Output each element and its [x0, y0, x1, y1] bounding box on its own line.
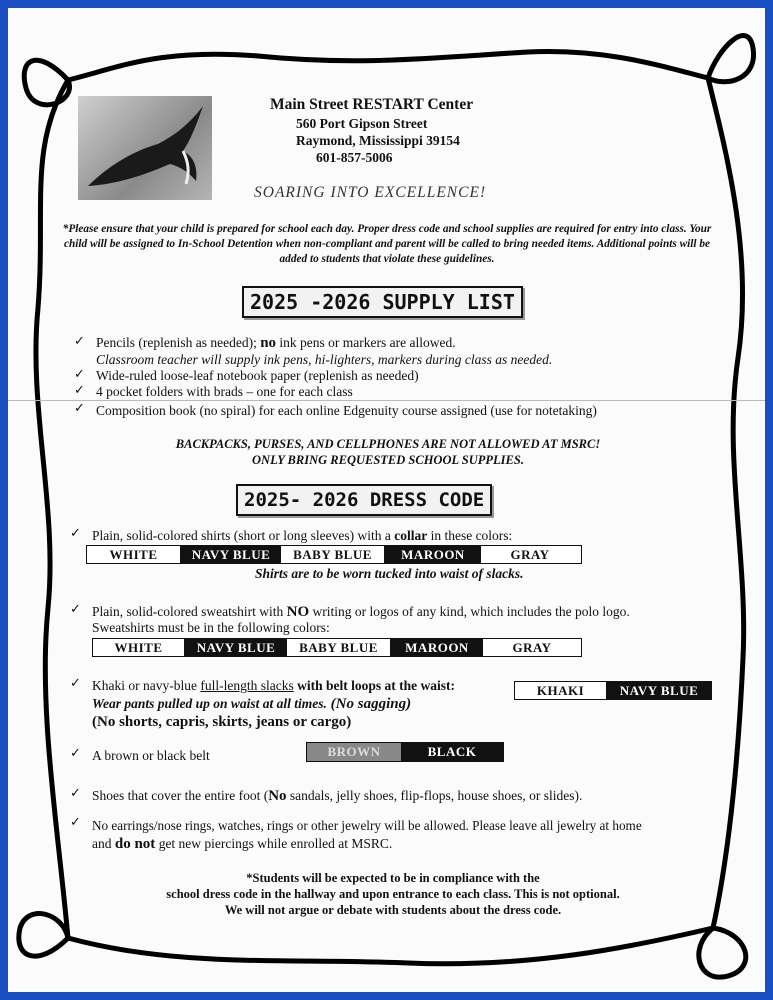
dress-sweat-text-a: Plain, solid-colored sweatshirt with	[92, 604, 287, 619]
dress-shoes-no: No	[268, 788, 287, 804]
dress-shirts-collar: collar	[394, 528, 428, 543]
center-name: Main Street RESTART Center	[270, 96, 474, 113]
phone-number: 601-857-5006	[316, 150, 393, 165]
supply-pencils-text-b: ink pens or markers are allowed.	[276, 335, 456, 350]
dress-shirts-text-b: in these colors:	[427, 528, 513, 543]
supply-folders: 4 pocket folders with brads – one for each class	[96, 384, 353, 399]
eagle-photo	[78, 96, 212, 200]
no-shorts-note: (No shorts, capris, skirts, jeans or cargo)	[92, 714, 352, 730]
check-icon: ✓	[74, 401, 85, 416]
dress-jewelry-line2	[92, 836, 392, 852]
slacks-color-strip	[514, 681, 712, 700]
notice-paragraph: *Please ensure that your child is prepared for school each day. Proper dress code and school supplies are required for entry into class. Your child will be assigned to In-School Detention when non-compliant and parent will be called to bring needed items. Additional points will be added to students that violate these guidelines.	[62, 223, 712, 265]
dress-jewelry-line1: No earrings/nose rings, watches, rings or other jewelry will be allowed. Please leave all jewelry at home	[92, 818, 642, 833]
shirt-color-maroon: MAROON	[385, 546, 481, 563]
wear-pants-text: Wear pants pulled up on waist at all times.	[92, 696, 327, 711]
street-address: 560 Port Gipson Street	[296, 116, 428, 131]
check-icon: ✓	[70, 815, 81, 830]
check-icon: ✓	[74, 383, 85, 398]
dress-shirts	[92, 528, 512, 544]
sweatshirt-color-strip	[92, 638, 582, 657]
footer-line-2: school dress code in the hallway and upon entrance to each class. This is not optional.	[166, 887, 620, 901]
belt-color-strip	[306, 742, 504, 762]
belt-color-brown: BROWN	[307, 743, 401, 761]
dress-slacks	[92, 678, 455, 694]
supply-paper: Wide-ruled loose-leaf notebook paper (replenish as needed)	[96, 368, 419, 383]
shirt-color-baby-blue: BABY BLUE	[281, 546, 385, 563]
supply-pencils-note: Classroom teacher will supply ink pens, hi-lighters, markers during class as needed.	[96, 352, 553, 367]
dress-slacks-text-a: Khaki or navy-blue	[92, 678, 201, 693]
dress-shirts-text-a: Plain, solid-colored shirts (short or long sleeves) with a	[92, 528, 395, 543]
shirt-color-strip	[86, 545, 582, 564]
dress-slacks-underlined: full-length slacks	[200, 678, 294, 693]
check-icon: ✓	[70, 526, 81, 541]
motto: SOARING INTO EXCELLENCE!	[254, 184, 487, 201]
sweat-color-navy: NAVY BLUE	[185, 639, 287, 656]
shirt-color-gray: GRAY	[481, 546, 579, 563]
shirt-color-navy: NAVY BLUE	[181, 546, 281, 563]
slacks-color-navy: NAVY BLUE	[607, 682, 711, 699]
dress-shoes	[92, 788, 582, 804]
dress-sweatshirt-line2: Sweatshirts must be in the following colors:	[92, 620, 330, 635]
warning-line-2: ONLY BRING REQUESTED SCHOOL SUPPLIES.	[252, 453, 524, 467]
dress-sweat-text-b: writing or logos of any kind, which includes the polo logo.	[309, 604, 630, 619]
sweat-color-maroon: MAROON	[391, 639, 483, 656]
check-icon: ✓	[70, 786, 81, 801]
dress-jewelry-do-not: do not	[114, 836, 156, 852]
check-icon: ✓	[70, 602, 81, 617]
dress-slacks-text-b: with belt loops at the waist:	[293, 678, 455, 693]
dress-jewelry-text-a: and	[92, 836, 115, 851]
shirts-tucked-note: Shirts are to be worn tucked into waist of slacks.	[255, 566, 524, 581]
check-icon: ✓	[70, 676, 81, 691]
dress-shoes-text-b: sandals, jelly shoes, flip-flops, house shoes, or slides).	[286, 788, 583, 803]
dress-sweat-no: NO	[286, 604, 310, 620]
dress-shoes-text-a: Shoes that cover the entire foot (	[92, 788, 269, 803]
check-icon: ✓	[74, 334, 85, 349]
sweat-color-baby-blue: BABY BLUE	[287, 639, 391, 656]
dress-belt: A brown or black belt	[92, 748, 210, 763]
dress-code-title: 2025- 2026 DRESS CODE	[236, 484, 492, 516]
belt-color-black: BLACK	[401, 743, 503, 761]
scan-crease	[8, 400, 765, 401]
supply-pencils-text-a: Pencils (replenish as needed);	[96, 335, 261, 350]
shirt-color-white: WHITE	[87, 546, 181, 563]
check-icon: ✓	[70, 746, 81, 761]
sweat-color-white: WHITE	[93, 639, 185, 656]
slacks-color-khaki: KHAKI	[515, 682, 607, 699]
dress-jewelry-text-c: get new piercings while enrolled at MSRC.	[155, 836, 393, 851]
supply-pencils	[96, 335, 456, 351]
footer-line-3: We will not argue or debate with students about the dress code.	[224, 903, 562, 917]
supply-list-title: 2025 -2026 SUPPLY LIST	[242, 286, 523, 318]
sweat-color-gray: GRAY	[483, 639, 581, 656]
eagle-icon	[78, 96, 212, 200]
city-address: Raymond, Mississippi 39154	[296, 133, 460, 148]
warning-line-1: BACKPACKS, PURSES, AND CELLPHONES ARE NOT ALLOWED AT MSRC!	[175, 437, 601, 451]
wear-pants-note	[92, 696, 411, 712]
dress-sweatshirt	[92, 604, 630, 620]
check-icon: ✓	[74, 367, 85, 382]
supply-composition: Composition book (no spiral) for each online Edgenuity course assigned (use for notetaking)	[96, 403, 597, 418]
footer-line-1: *Students will be expected to be in compliance with the	[246, 871, 540, 885]
no-sagging-text: (No sagging)	[326, 696, 412, 712]
supply-pencils-no: no	[260, 335, 277, 351]
